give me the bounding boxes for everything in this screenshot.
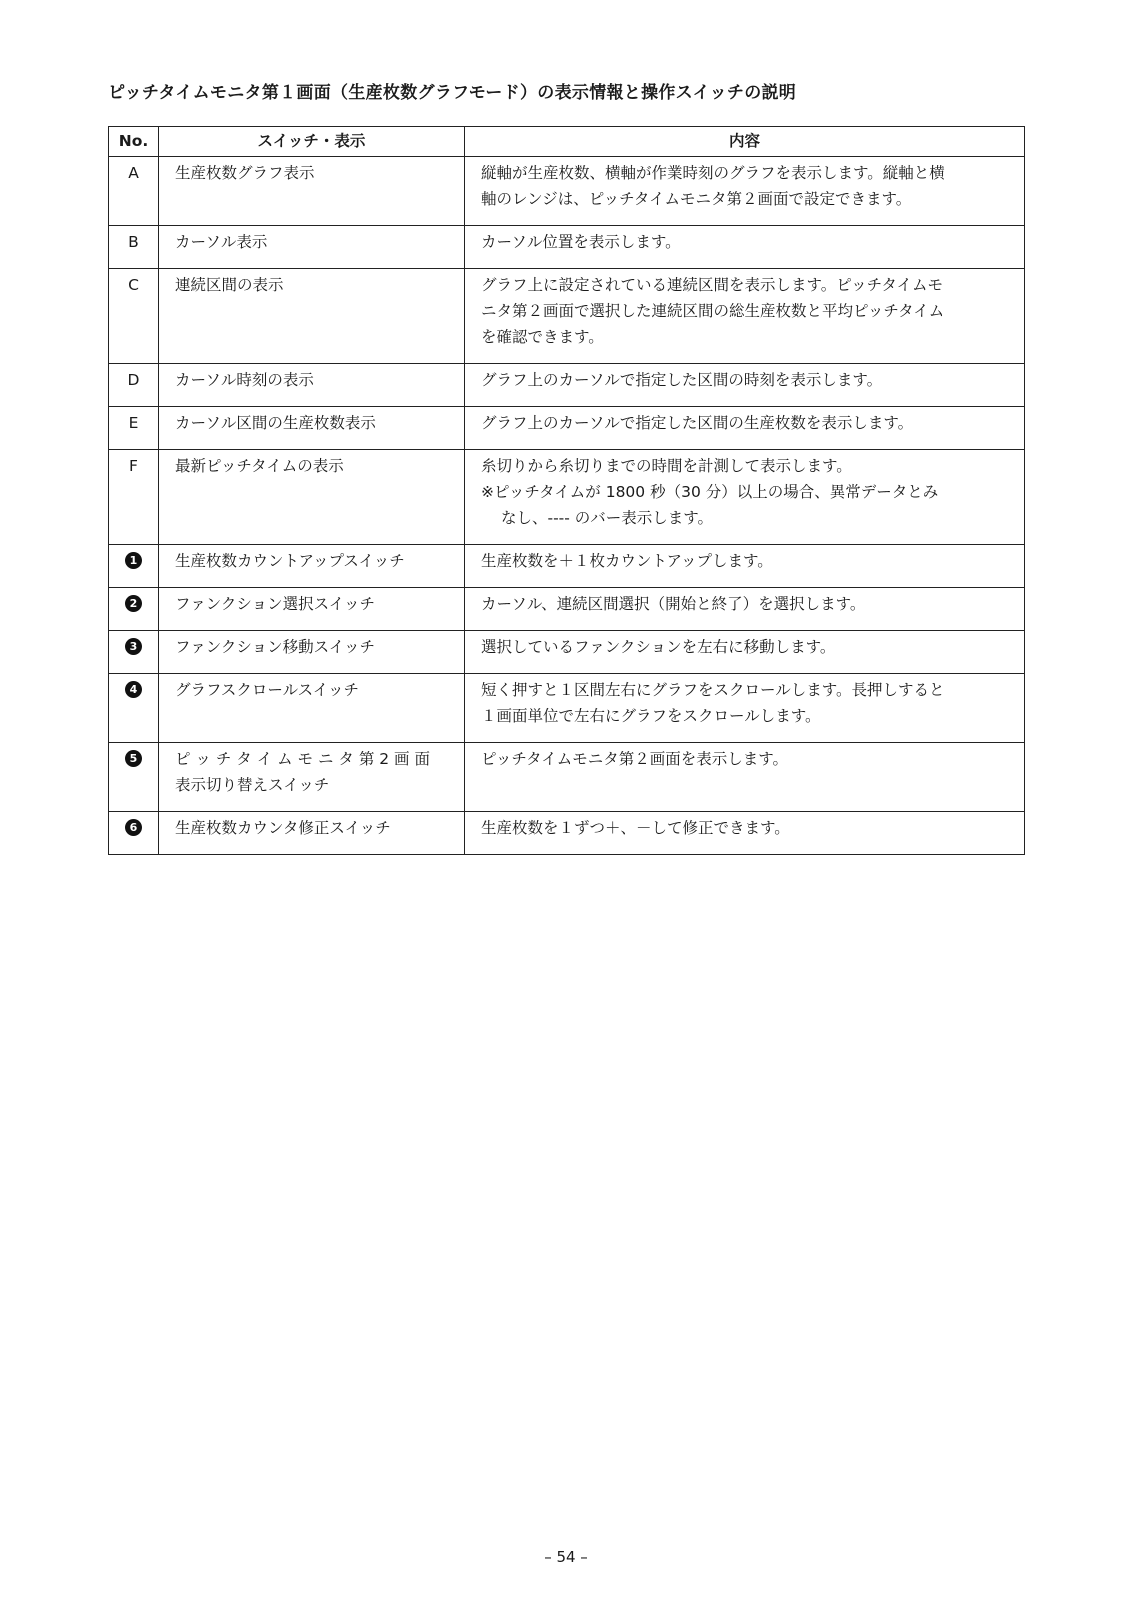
row-no: [109, 674, 159, 743]
row-no: A: [109, 157, 159, 226]
number-badge: 1: [125, 552, 142, 569]
row-content: [465, 450, 1025, 545]
row-no: [109, 545, 159, 588]
table-row: [109, 588, 1025, 631]
row-content: [465, 812, 1025, 855]
row-content: [465, 545, 1025, 588]
header-no: No.: [109, 127, 159, 157]
table-row: [109, 364, 1025, 407]
table-header-row: [109, 127, 1025, 157]
row-content: [465, 631, 1025, 674]
number-badge: 4: [125, 681, 142, 698]
number-badge: 5: [125, 750, 142, 767]
content-line: 生産枚数を＋１枚カウントアップします。: [481, 552, 773, 570]
content-line: グラフ上のカーソルで指定した区間の時刻を表示します。: [481, 371, 883, 389]
row-switch: 最新ピッチタイムの表示: [159, 450, 465, 545]
content-line: ピッチタイムモニタ第２画面を表示します。: [481, 750, 789, 768]
row-switch: 生産枚数カウンタ修正スイッチ: [159, 812, 465, 855]
table-row: [109, 812, 1025, 855]
content-line: ※ピッチタイムが 1800 秒（30 分）以上の場合、異常データとみ: [481, 483, 939, 501]
switch-line: 表示切り替えスイッチ: [175, 776, 330, 794]
table-row: [109, 407, 1025, 450]
header-content: 内容: [465, 127, 1025, 157]
row-no: [109, 812, 159, 855]
table-row: [109, 226, 1025, 269]
row-switch: 生産枚数グラフ表示: [159, 157, 465, 226]
row-content: [465, 269, 1025, 364]
content-line: ニタ第２画面で選択した連続区間の総生産枚数と平均ピッチタイム: [481, 302, 945, 320]
table-row: [109, 674, 1025, 743]
row-no: D: [109, 364, 159, 407]
row-no: [109, 588, 159, 631]
row-no: F: [109, 450, 159, 545]
row-no: C: [109, 269, 159, 364]
table-row: [109, 743, 1025, 812]
page-title: ピッチタイムモニタ第１画面（生産枚数グラフモード）の表示情報と操作スイッチの説明: [108, 83, 797, 103]
row-switch: [159, 743, 465, 812]
content-line: 軸のレンジは、ピッチタイムモニタ第２画面で設定できます。: [481, 190, 912, 208]
content-line: 選択しているファンクションを左右に移動します。: [481, 638, 836, 656]
number-badge: 6: [125, 819, 142, 836]
row-content: [465, 364, 1025, 407]
table-row: [109, 545, 1025, 588]
row-switch: グラフスクロールスイッチ: [159, 674, 465, 743]
content-line: 短く押すと１区間左右にグラフをスクロールします。長押しすると: [481, 681, 945, 699]
row-content: [465, 743, 1025, 812]
row-content: [465, 674, 1025, 743]
content-line: なし、---- のバー表示します。: [501, 509, 714, 527]
row-switch: カーソル区間の生産枚数表示: [159, 407, 465, 450]
content-line: 糸切りから糸切りまでの時間を計測して表示します。: [481, 457, 852, 475]
content-line: グラフ上に設定されている連続区間を表示します。ピッチタイムモ: [481, 276, 944, 294]
row-content: [465, 157, 1025, 226]
row-no: B: [109, 226, 159, 269]
content-line: を確認できます。: [481, 328, 604, 346]
content-line: 生産枚数を１ずつ＋、－して修正できます。: [481, 819, 790, 837]
row-no: [109, 631, 159, 674]
content-line: カーソル位置を表示します。: [481, 233, 681, 251]
number-badge: 3: [125, 638, 142, 655]
row-switch: 生産枚数カウントアップスイッチ: [159, 545, 465, 588]
number-badge: 2: [125, 595, 142, 612]
row-content: [465, 407, 1025, 450]
row-no: E: [109, 407, 159, 450]
header-switch: スイッチ・表示: [159, 127, 465, 157]
table-row: [109, 631, 1025, 674]
row-no: [109, 743, 159, 812]
row-switch: カーソル表示: [159, 226, 465, 269]
row-content: [465, 226, 1025, 269]
row-switch: 連続区間の表示: [159, 269, 465, 364]
row-content: [465, 588, 1025, 631]
table-row: [109, 157, 1025, 226]
table-row: [109, 269, 1025, 364]
table-row: [109, 450, 1025, 545]
page-number: – 54 –: [544, 1548, 588, 1566]
switch-line: ピ ッ チ タ イ ム モ ニ タ 第 2 画 面: [175, 750, 430, 768]
content-line: １画面単位で左右にグラフをスクロールします。: [481, 707, 821, 725]
content-line: 縦軸が生産枚数、横軸が作業時刻のグラフを表示します。縦軸と横: [481, 164, 945, 182]
row-switch: ファンクション移動スイッチ: [159, 631, 465, 674]
spec-table: [108, 126, 1025, 855]
content-line: カーソル、連続区間選択（開始と終了）を選択します。: [481, 595, 866, 613]
row-switch: カーソル時刻の表示: [159, 364, 465, 407]
content-line: グラフ上のカーソルで指定した区間の生産枚数を表示します。: [481, 414, 914, 432]
row-switch: ファンクション選択スイッチ: [159, 588, 465, 631]
